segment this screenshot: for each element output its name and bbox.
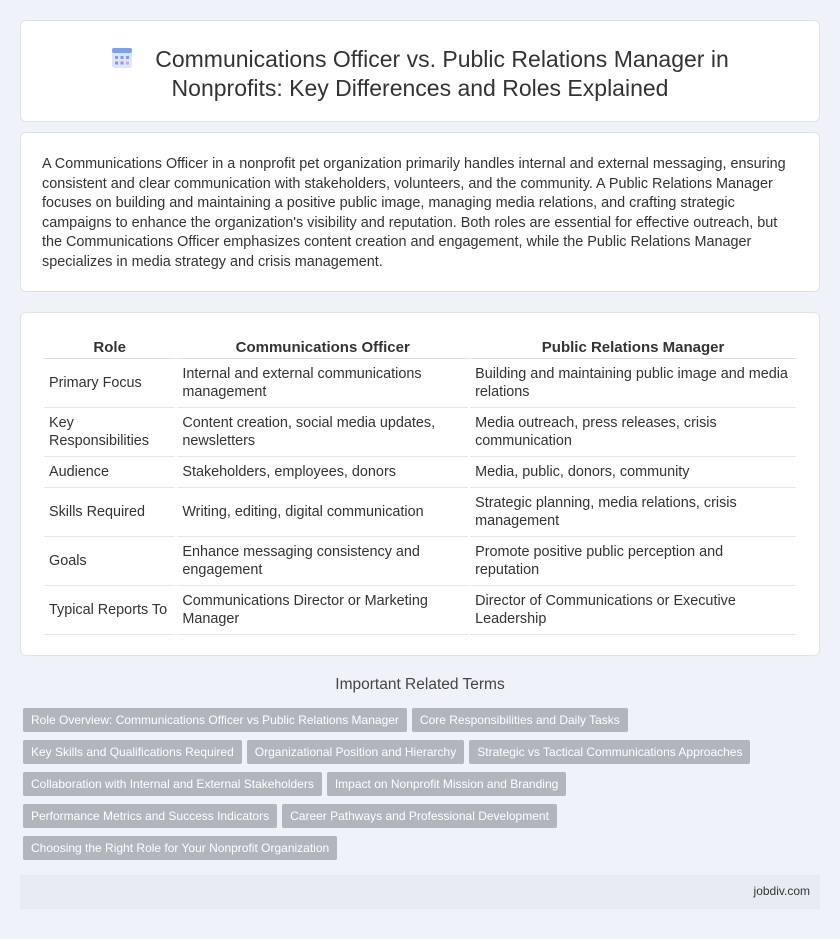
communications-officer-cell: Enhance messaging consistency and engagement: [177, 537, 468, 586]
row-label: Goals: [44, 537, 175, 586]
related-term-tag[interactable]: Collaboration with Internal and External Stakeholders: [23, 772, 322, 796]
related-terms-list: [23, 708, 823, 868]
communications-officer-cell: Content creation, social media updates, newsletters: [177, 408, 468, 457]
header-communications-officer: Communications Officer: [177, 334, 468, 359]
site-link[interactable]: jobdiv.com: [753, 884, 810, 898]
public-relations-manager-cell: Building and maintaining public image and media relations: [470, 359, 796, 408]
title-line-2: Nonprofits: Key Differences and Roles Explained: [171, 75, 669, 101]
title-line-1: Communications Officer vs. Public Relations Manager in: [155, 46, 729, 72]
row-label: Primary Focus: [44, 359, 175, 408]
comparison-table: [42, 334, 798, 635]
table-row: [44, 586, 796, 635]
related-term-tag[interactable]: Performance Metrics and Success Indicators: [23, 804, 277, 828]
public-relations-manager-cell: Strategic planning, media relations, crisis management: [470, 488, 796, 537]
title-card: [20, 20, 820, 122]
table-row: [44, 537, 796, 586]
public-relations-manager-cell: Promote positive public perception and reputation: [470, 537, 796, 586]
footer-bar: [20, 875, 820, 909]
header-public-relations-manager: Public Relations Manager: [470, 334, 796, 359]
table-row: [44, 359, 796, 408]
summary-paragraph: A Communications Officer in a nonprofit pet organization primarily handles internal and external messaging, ensuring consistent and clear communication with stakeholders, volunteers, and the community. A Public Relations Manager focuses on building and maintaining a positive public image, managing media relations, and crafting strategic campaigns to enhance the organization's visibility and reputation. Both roles are essential for effective outreach, but the Communications Officer emphasizes content creation and engagement, while the Public Relations Manager specializes in media strategy and crisis management.: [42, 156, 786, 270]
summary-card: [20, 132, 820, 292]
table-header-row: [44, 334, 796, 359]
public-relations-manager-cell: Director of Communications or Executive Leadership: [470, 586, 796, 635]
related-term-tag[interactable]: Organizational Position and Hierarchy: [247, 740, 464, 764]
table-row: [44, 408, 796, 457]
related-term-tag[interactable]: Key Skills and Qualifications Required: [23, 740, 242, 764]
page-title: [21, 45, 819, 103]
communications-officer-cell: Stakeholders, employees, donors: [177, 457, 468, 488]
table-row: [44, 457, 796, 488]
communications-officer-cell: Writing, editing, digital communication: [177, 488, 468, 537]
row-label: Audience: [44, 457, 175, 488]
related-term-tag[interactable]: Choosing the Right Role for Your Nonprofit Organization: [23, 836, 337, 860]
related-term-tag[interactable]: Impact on Nonprofit Mission and Branding: [327, 772, 566, 796]
related-term-tag[interactable]: Career Pathways and Professional Development: [282, 804, 557, 828]
row-label: Key Responsibilities: [44, 408, 175, 457]
header-role: Role: [44, 334, 175, 359]
public-relations-manager-cell: Media outreach, press releases, crisis communication: [470, 408, 796, 457]
communications-officer-cell: Communications Director or Marketing Manager: [177, 586, 468, 635]
related-term-tag[interactable]: Core Responsibilities and Daily Tasks: [412, 708, 628, 732]
row-label: Skills Required: [44, 488, 175, 537]
row-label: Typical Reports To: [44, 586, 175, 635]
communications-officer-cell: Internal and external communications management: [177, 359, 468, 408]
related-term-tag[interactable]: Role Overview: Communications Officer vs Public Relations Manager: [23, 708, 407, 732]
comparison-card: [20, 312, 820, 656]
public-relations-manager-cell: Media, public, donors, community: [470, 457, 796, 488]
table-row: [44, 488, 796, 537]
related-term-tag[interactable]: Strategic vs Tactical Communications Approaches: [469, 740, 750, 764]
document-icon: [111, 47, 133, 69]
related-terms-heading: Important Related Terms: [335, 676, 505, 693]
